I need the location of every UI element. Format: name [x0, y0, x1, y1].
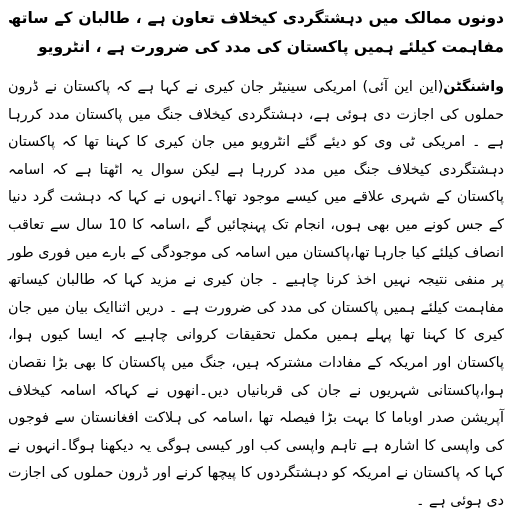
- article-body: [8, 74, 504, 516]
- article-dateline: واشنگٹن: [443, 79, 504, 95]
- article-headline: دونوں ممالک میں دہشتگردی کیخلاف تعاون ہے ، طالبان کے ساتھ مفاہمت کیلئے ہمیں پاکستان کی مدد کی ضرورت ہے ، انٹرویو: [8, 9, 504, 56]
- article-body-text: (این این آئی) امریکی سینیٹر جان کیری نے کہا ہے کہ پاکستان نے ڈرون حملوں کی اجازت دی ہوئی ہے، دہشتگردی کیخلاف جنگ میں پاکستان مدد کررہا ہے ۔ امریکی ٹی وی کو دیئے گئے انٹرویو میں جان کیری کا کہنا تھا کہ پاکستان دہشتگردی کیخلاف جنگ میں مدد کررہا ہے لیکن سوال یہ اٹھتا ہے کہ اسامہ پاکستان کے شہری علاقے میں کیسے موجود تھا؟۔انہوں نے کہا کہ دہشت گرد دنیا کے جس کونے میں بھی ہوں، انجام تک پہنچائیں گے ،اسامہ کا 10 سال سے تعاقب انصاف کیلئے کیا جارہا تھا،پاکستان میں اسامہ کی موجودگی کے بارے میں فوری طور پر منفی نتیجہ نہیں اخذ کرنا چاہیے ۔ جان کیری نے مزید کہا کہ طالبان کیساتھ مفاہمت کیلئے ہمیں پاکستان کی مدد کی ضرورت ہے ۔ دریں اثناایک بیان میں جان کیری کا کہنا تھا پہلے ہمیں مکمل تحقیقات کروانی چاہیے کہ ایسا کیوں ہوا، پاکستان اور امریکہ کے مفادات مشترکہ ہیں، جنگ میں پاکستان کا بھی بڑا نقصان ہوا،پاکستانی شہریوں نے جان کی قربانیاں دیں۔انھوں نے کہاکہ اسامہ کیخلاف آپریشن صدر اوباما کا بہت بڑا فیصلہ تھا ،اسامہ کی ہلاکت افغانستان سے فوجوں کی واپسی کا اشارہ ہے تاہم واپسی کب اور کیسی ہوگی یہ دیکھنا ہوگا۔انہوں نے کہا کہ پاکستان نے امریکہ کو دہشتگردوں کا پیچھا کرنے اور ڈرون حملوں کی اجازت دی ہوئی ہے ۔: [8, 79, 504, 509]
